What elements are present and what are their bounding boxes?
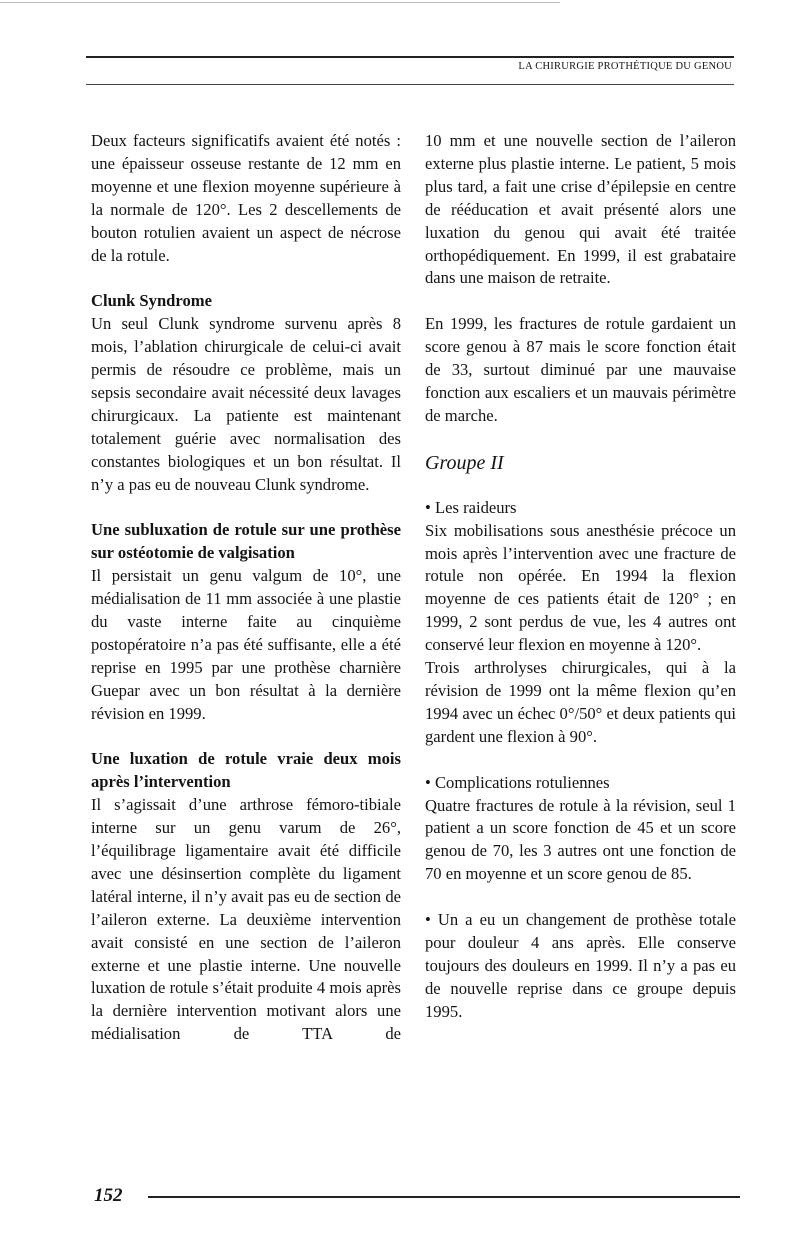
left-column <box>91 130 401 1046</box>
paragraph: Six mobilisations sous anesthésie précoce un mois après l’intervention avec une fracture de rotule non opérée. En 1994 la flexion moyenne de ces patients était de 120° ; en 1999, 2 sont perdus de vue, les 4 autres ont conservé leur flexion en moyenne à 120°. <box>425 520 736 655</box>
group-title: Groupe II <box>425 451 504 474</box>
paragraph: 10 mm et une nouvelle section de l’aileron externe plus plastie interne. Le patient, 5 mois plus tard, a fait une crise d’épilepsie en centre de rééducation et avait présenté alors une luxation du genou qui avait été traitée orthopédiquement. En 1999, il est grabataire dans une maison de retraite. <box>425 131 736 288</box>
right-column <box>425 130 736 1024</box>
paragraph: • Un a eu un changement de prothèse totale pour douleur 4 ans après. Elle conserve toujours des douleurs en 1999. Il n’y a pas eu de nouvelle reprise dans ce groupe depuis 1995. <box>425 910 736 1021</box>
paragraph: Deux facteurs significatifs avaient été notés : une épaisseur osseuse restante de 12 mm en moyenne et une flexion moyenne supérieure à la normale de 120°. Les 2 descellements de bouton rotulien avaient un aspect de nécrose de la rotule. <box>91 131 401 265</box>
header-rule-top <box>86 56 734 58</box>
paragraph: Il s’agissait d’une arthrose fémoro-tibiale interne sur un genu varum de 26°, l’équilibrage ligamentaire avait été difficile avec une désinsertion complète du ligament latéral interne, il n’y avait pas eu de section de l’aileron externe. La deuxième intervention avait consisté en une section de l’aileron externe et une plastie interne. Une nouvelle luxation de rotule s’était produite 4 mois après la dernière intervention motivant alors une médialisation de TTA de <box>91 795 401 1044</box>
section-heading: Une luxation de rotule vraie deux mois après l’intervention <box>91 749 401 792</box>
bullet-label: • Les raideurs <box>425 497 517 517</box>
paragraph: Quatre fractures de rotule à la révision, seul 1 patient a un score fonction de 45 et un score genou de 70, les 3 autres ont une fonction de 70 en moyenne et un score genou de 85. <box>425 795 736 884</box>
section-heading: Clunk Syndrome <box>91 291 212 311</box>
scan-edge-line <box>0 2 560 3</box>
footer-rule <box>148 1196 740 1198</box>
paragraph: Il persistait un genu valgum de 10°, une médialisation de 11 mm associée à une plastie du vaste interne faite au cinquième postopératoire n’a pas été suffisante, elle a été reprise en 1995 par une prothèse charnière Guepar avec un bon résultat à la dernière révision en 1999. <box>91 566 401 723</box>
header-rule-bottom <box>86 84 734 85</box>
running-head: LA CHIRURGIE PROTHÉTIQUE DU GENOU <box>518 61 732 72</box>
bullet-label: • Complications rotuliennes <box>425 772 610 792</box>
paragraph: En 1999, les fractures de rotule gardaient un score genou à 87 mais le score fonction était de 33, surtout diminué par une mauvaise fonction aux escaliers et un mauvais périmètre de marche. <box>425 314 736 425</box>
page-number: 152 <box>94 1185 123 1206</box>
section-heading: Une subluxation de rotule sur une prothèse sur ostéotomie de valgisation <box>91 520 401 563</box>
paragraph: Trois arthrolyses chirurgicales, qui à la révision de 1999 ont la même flexion qu’en 1994 avec un échec 0°/50° et deux patients qui gardent une flexion à 90°. <box>425 658 736 746</box>
paragraph: Un seul Clunk syndrome survenu après 8 mois, l’ablation chirurgicale de celui-ci avait permis de résoudre ce problème, mais un sepsis secondaire avait nécessité deux lavages chirurgicaux. La patiente est maintenant totalement guérie avec normalisation des constantes biologiques et un bon résultat. Il n’y a pas eu de nouveau Clunk syndrome. <box>91 314 401 494</box>
